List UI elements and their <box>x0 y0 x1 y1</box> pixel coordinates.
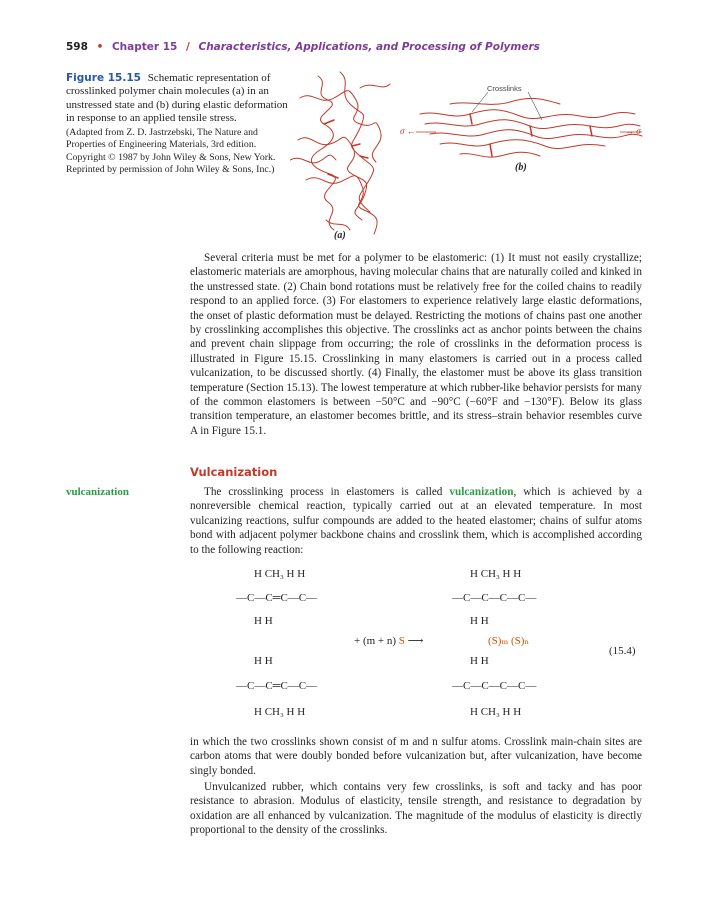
eq-top-left-bottom: H H <box>254 615 273 627</box>
eq-sulfur-reagent: S <box>398 635 405 647</box>
chapter-title: Characteristics, Applications, and Processing of Polymers <box>198 41 540 53</box>
eq-top-right-bottom: H H <box>470 615 489 627</box>
figure-part-a: (a) <box>334 230 346 241</box>
paragraph-3: in which the two crosslinks shown consist of m and n sulfur atoms. Crosslink main-chain sites are carbon atoms that were doubly bonded before vulcanization but, after vulcanization, have become singly bonded. <box>190 736 642 777</box>
eq-top-right-chain: —C—C—C—C— <box>452 592 537 604</box>
paragraph-crosslink-sites <box>190 735 642 778</box>
figure-label: Figure 15.15 <box>66 72 141 84</box>
eq-top-left-labels: H CH₃ H H <box>254 568 306 580</box>
polymer-chain-figure <box>290 70 690 245</box>
crosslinks-label: Crosslinks <box>487 84 522 93</box>
eq-bottom-left-chain: —C—C═C—C— <box>236 680 318 692</box>
paragraph-2-rest: , which is achieved by a nonreversible chemical reaction, typically carried out at an elevated temperature. In most vulcanizing reactions, sulfur compounds are added to the heated elastomer; chains of sulfur atoms bond with adjacent polymer backbone chains and crosslink them, which is accomplished according to the following reaction: <box>190 486 642 556</box>
eq-bottom-left-labels: H CH₃ H H <box>254 706 306 718</box>
eq-bottom-right-chain: —C—C—C—C— <box>452 680 537 692</box>
sigma-left: σ ← <box>400 126 416 136</box>
paragraph-elastomer-criteria <box>190 251 642 438</box>
eq-reagent <box>354 634 423 647</box>
eq-bottom-right-labels: H CH₃ H H <box>470 706 522 718</box>
header-divider: / <box>185 41 190 53</box>
eq-bottom-right-top: H H <box>470 655 489 667</box>
polymer-chains-illustration <box>290 70 690 245</box>
eq-top-left-chain: —C—C═C—C— <box>236 592 318 604</box>
figure-part-b: (b) <box>515 162 527 173</box>
sigma-right: → σ <box>625 126 641 136</box>
eq-arrow: ⟶ <box>407 635 424 647</box>
chapter-label: Chapter 15 <box>111 41 178 53</box>
header-bullet: • <box>96 41 104 53</box>
page-number: 598 <box>66 41 88 53</box>
eq-top-right-labels: H CH₃ H H <box>470 568 522 580</box>
running-header <box>66 41 540 53</box>
keyword-vulcanization: vulcanization <box>449 486 514 498</box>
paragraph-1: Several criteria must be met for a polymer to be elastomeric: (1) It must not easily crystallize; elastomeric materials are amorphous, having molecular chains that are naturally coiled and kinked in the unstressed state. (2) Chain bond rotations must be relatively free for the coiled chains to readily respond to an applied force. (3) For elastomers to experience relatively large elastic deformations, the onset of plastic deformation must be delayed. Restricting the motions of chains past one another by crosslinking accomplishes this objective. The crosslinks act as anchor points between the chains and prevent chain slippage from occurring; the role of crosslinks in the deformation process is illustrated in Figure 15.15. Crosslinking in many elastomers is carried out in a process called vulcanization, to be discussed shortly. (4) Finally, the elastomer must be above its glass transition temperature (Section 15.13). The lowest temperature at which rubber-like behavior persists for many of the common elastomers is between −50°C and −90°C (−60°F and −130°F). Below its glass transition temperature, an elastomer becomes brittle, and its stress–strain behavior resembles curve A in Figure 15.1. <box>190 252 642 437</box>
paragraph-2-start: The crosslinking process in elastomers is called <box>204 486 443 498</box>
paragraph-vulcanization <box>190 485 642 557</box>
section-heading: Vulcanization <box>190 465 278 479</box>
vulcanization-reaction <box>230 568 650 722</box>
figure-credit: (Adapted from Z. D. Jastrzebski, The Nature and Properties of Engineering Materials, 3rd edition. Copyright © 1987 by John Wiley & Sons, New York. Reprinted by permission of John Wiley & Sons, Inc.) <box>66 127 276 175</box>
paragraph-2 <box>190 485 642 557</box>
eq-bottom-left-top: H H <box>254 655 273 667</box>
paragraph-4: Unvulcanized rubber, which contains very few crosslinks, is soft and tacky and has poor resistance to abrasion. Modulus of elasticity, tensile strength, and resistance to degradation by oxidation are all enhanced by vulcanization. The magnitude of the modulus of elasticity is directly proportional to the density of the crosslinks. <box>190 781 642 837</box>
equation-number: (15.4) <box>609 645 636 657</box>
eq-sulfur-bridges: (S)ₘ (S)ₙ <box>488 635 530 647</box>
margin-glossary-term: vulcanization <box>66 486 129 498</box>
figure-caption <box>66 72 291 176</box>
eq-reagent-prefix: + (m + n) <box>354 635 397 647</box>
paragraph-unvulcanized-rubber <box>190 780 642 838</box>
figure-caption-text: Schematic representation of crosslinked polymer chain molecules (a) in an unstressed state and (b) during elastic deformation in response to an applied tensile stress. <box>66 72 288 124</box>
